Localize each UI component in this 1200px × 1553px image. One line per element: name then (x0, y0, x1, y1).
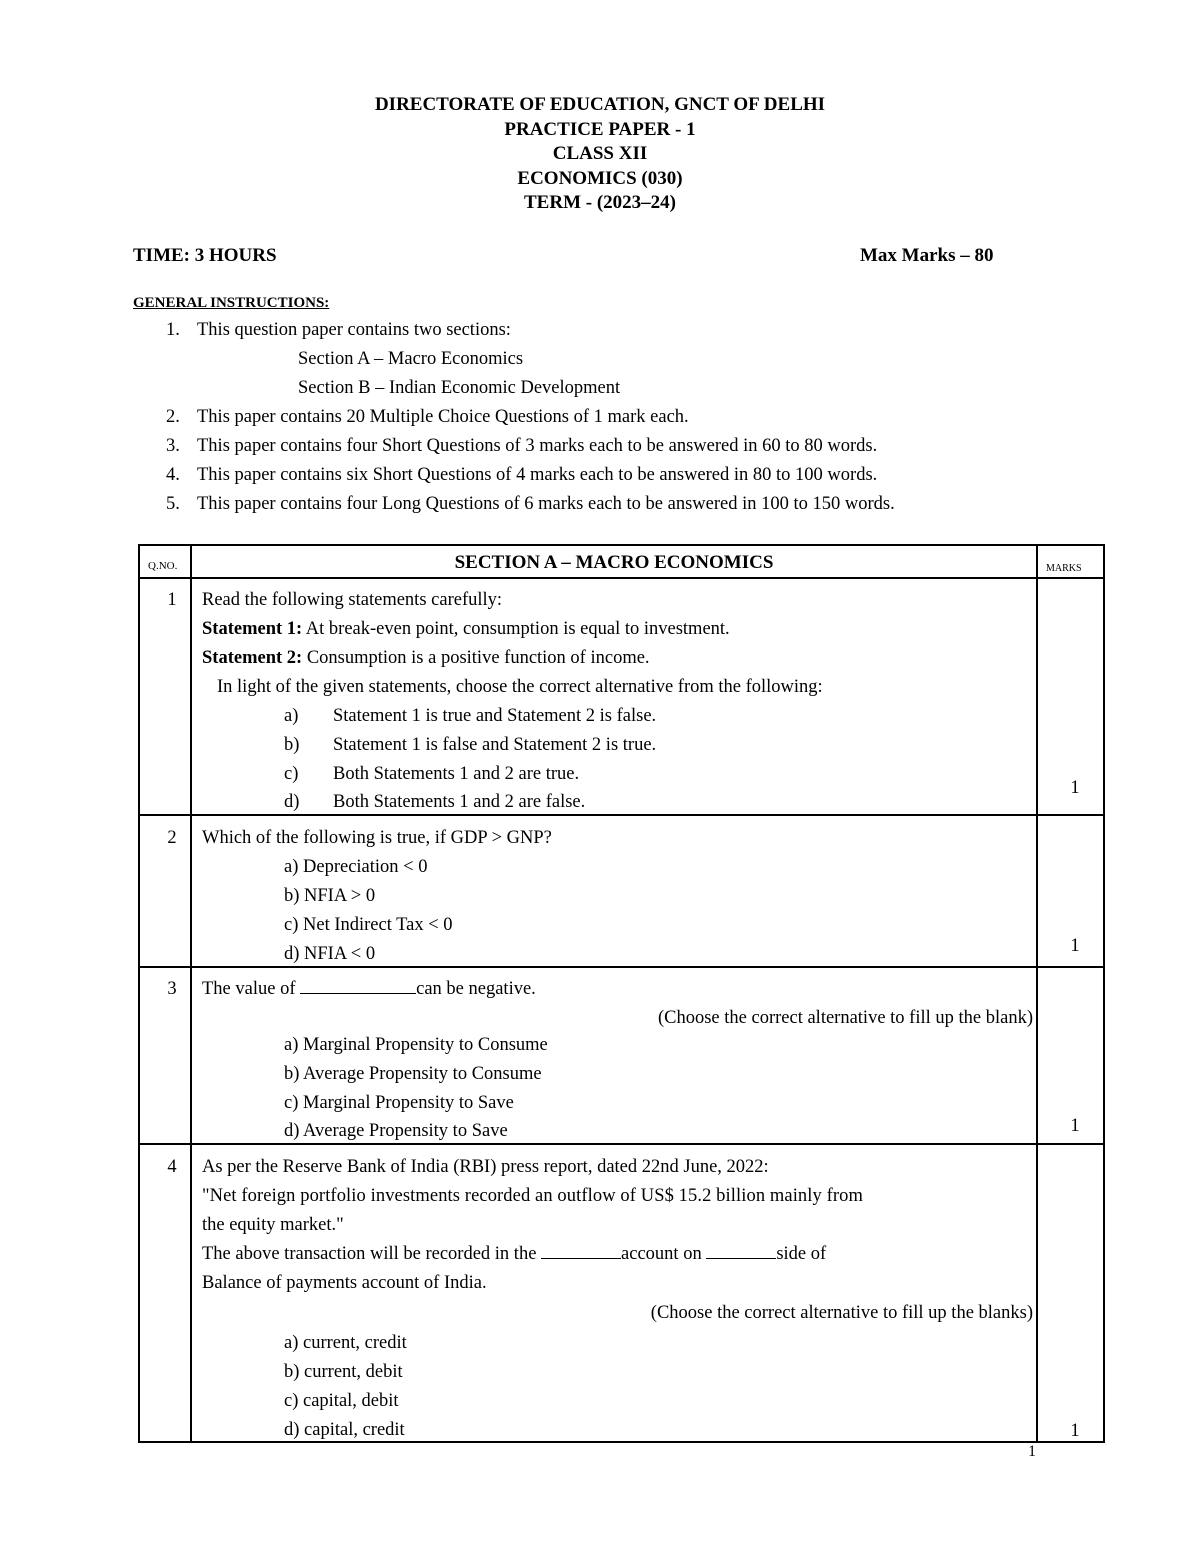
max-marks-label: Max Marks – 80 (860, 245, 994, 266)
instruction-text: This paper contains four Short Questions of 3 marks each to be answered in 60 to 80 words. (197, 436, 878, 456)
question-instruction: (Choose the correct alternative to fill up the blanks) (650, 1303, 1033, 1323)
question-number: 3 (167, 979, 177, 999)
column-divider (1036, 546, 1038, 1441)
qno-header: Q.NO. (148, 560, 178, 572)
option: a) Depreciation < 0 (284, 857, 428, 877)
option: b) Average Propensity to Consume (284, 1064, 542, 1084)
column-divider (190, 546, 192, 1441)
instruction-text: This question paper contains two sections: (197, 320, 511, 340)
question-text (202, 979, 536, 1000)
option: d) Average Propensity to Save (284, 1121, 508, 1141)
option-key: a) (284, 706, 299, 726)
fill-blank (541, 1244, 621, 1259)
page-number: 1 (1028, 1443, 1036, 1460)
fill-blank (706, 1244, 776, 1259)
instruction-text: This paper contains four Long Questions of 6 marks each to be answered in 100 to 150 words. (197, 494, 895, 514)
question-quote: the equity market." (202, 1215, 344, 1235)
statement-text: At break-even point, consumption is equal to investment. (302, 619, 730, 639)
fill-blank (300, 979, 416, 994)
header-line-5: TERM - (2023–24) (524, 192, 676, 213)
option-text: Both Statements 1 and 2 are true. (333, 764, 580, 784)
marks-header: MARKS (1046, 563, 1082, 574)
row-divider (140, 966, 1103, 968)
row-divider (140, 814, 1103, 816)
row-divider (140, 1143, 1103, 1145)
section-b-description: Section B – Indian Economic Development (298, 378, 621, 398)
text-after-blank: can be negative. (416, 979, 536, 999)
text-before-blank: The above transaction will be recorded in the (202, 1244, 542, 1264)
question-number: 2 (167, 828, 177, 848)
option-key: d) (284, 792, 300, 812)
question-marks: 1 (1070, 1116, 1080, 1136)
option-key: b) (284, 735, 300, 755)
document-header (0, 93, 1200, 216)
option: b) current, debit (284, 1362, 403, 1382)
statement-2 (202, 648, 650, 669)
instruction-number: 3. (166, 436, 180, 456)
header-line-3: CLASS XII (552, 143, 648, 164)
section-a-description: Section A – Macro Economics (298, 349, 524, 369)
option: b) NFIA > 0 (284, 886, 376, 906)
statement-1 (202, 619, 730, 640)
row-divider (140, 577, 1103, 579)
option: c) Marginal Propensity to Save (284, 1093, 514, 1113)
instruction-number: 5. (166, 494, 180, 514)
option: a) Marginal Propensity to Consume (284, 1035, 548, 1055)
option: c) capital, debit (284, 1391, 399, 1411)
question-text: Which of the following is true, if GDP > GNP? (202, 828, 552, 848)
option: d) capital, credit (284, 1420, 405, 1440)
option-text: Statement 1 is true and Statement 2 is false. (333, 706, 657, 726)
statement-text: Consumption is a positive function of income. (302, 648, 650, 668)
question-text: Balance of payments account of India. (202, 1273, 487, 1293)
statement-label: Statement 1: (202, 619, 303, 639)
option: a) current, credit (284, 1333, 407, 1353)
instruction-number: 2. (166, 407, 180, 427)
option-key: c) (284, 764, 299, 784)
statement-label: Statement 2: (202, 648, 303, 668)
question-prompt: In light of the given statements, choose the correct alternative from the following: (217, 677, 823, 697)
question-marks: 1 (1070, 778, 1080, 798)
header-line-4: ECONOMICS (030) (517, 167, 683, 189)
question-instruction: (Choose the correct alternative to fill up the blank) (657, 1008, 1033, 1028)
option: d) NFIA < 0 (284, 944, 376, 964)
question-text (202, 1244, 826, 1265)
option-text: Both Statements 1 and 2 are false. (333, 792, 586, 812)
question-marks: 1 (1070, 936, 1080, 956)
question-number: 4 (167, 1157, 177, 1177)
question-number: 1 (167, 590, 177, 610)
instruction-number: 1. (166, 320, 180, 340)
option: c) Net Indirect Tax < 0 (284, 915, 453, 935)
text-before-blank: The value of (202, 979, 301, 999)
text-after-blank: side of (776, 1244, 827, 1264)
text-between-blanks: account on (621, 1244, 707, 1264)
question-marks: 1 (1070, 1421, 1080, 1441)
questions-table (138, 544, 1105, 1443)
general-instructions-title: GENERAL INSTRUCTIONS: (133, 295, 330, 311)
instruction-number: 4. (166, 465, 180, 485)
question-quote: "Net foreign portfolio investments recorded an outflow of US$ 15.2 billion mainly from (202, 1186, 863, 1206)
option-text: Statement 1 is false and Statement 2 is true. (333, 735, 657, 755)
section-header: SECTION A – MACRO ECONOMICS (454, 552, 774, 573)
instruction-text: This paper contains 20 Multiple Choice Questions of 1 mark each. (197, 407, 689, 427)
question-text: As per the Reserve Bank of India (RBI) press report, dated 22nd June, 2022: (202, 1157, 769, 1177)
time-label: TIME: 3 HOURS (133, 245, 277, 266)
question-text: Read the following statements carefully: (202, 590, 503, 610)
instruction-text: This paper contains six Short Questions of 4 marks each to be answered in 80 to 100 words. (197, 465, 878, 485)
header-line-2: PRACTICE PAPER - 1 (504, 118, 696, 140)
header-line-1: DIRECTORATE OF EDUCATION, GNCT OF DELHI (374, 94, 826, 115)
